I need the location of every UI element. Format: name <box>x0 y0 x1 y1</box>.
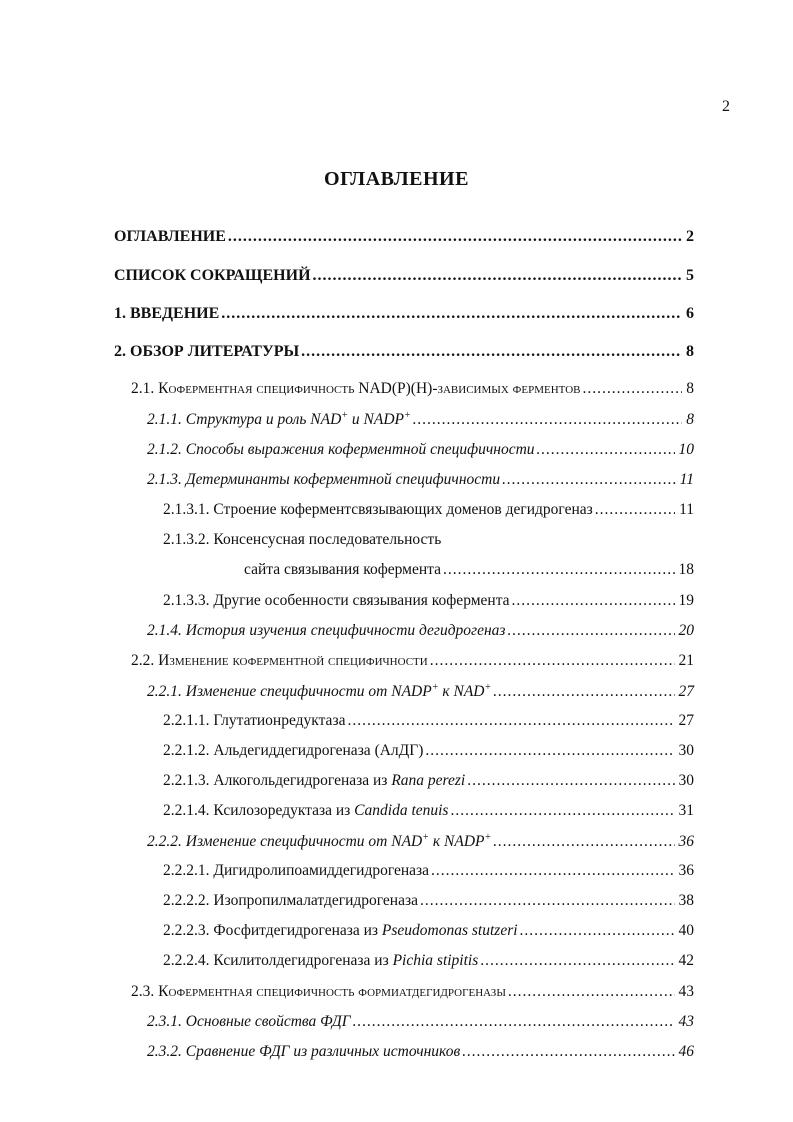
toc-entry-label: 2.3.2. Сравнение ФДГ из различных источников <box>147 1043 461 1060</box>
toc-entry-label: 2.3. Коферментная специфичность формиатдегидрогеназы <box>131 983 506 1000</box>
toc-entry[interactable] <box>114 267 694 285</box>
toc-entry[interactable] <box>131 380 694 398</box>
toc-entry-page: 8 <box>686 411 694 429</box>
toc-entry[interactable] <box>163 892 694 910</box>
toc-entry-page: 8 <box>686 343 694 360</box>
toc-entry-label: 2.2.2. Изменение специфичности от NAD+ к NADP+ <box>147 832 492 851</box>
dot-leader <box>420 892 675 910</box>
toc-entry-page: 27 <box>678 712 694 729</box>
toc-entry[interactable] <box>163 772 694 790</box>
dot-leader <box>502 471 676 489</box>
dot-leader <box>221 305 682 323</box>
dot-leader <box>493 833 674 851</box>
toc-entry[interactable] <box>114 343 694 361</box>
dot-leader <box>430 652 675 670</box>
dot-leader <box>520 922 675 940</box>
toc-entry-label: 2.2.2.4. Ксилитолдегидрогеназа из Pichia stipitis <box>163 952 479 969</box>
dot-leader <box>462 1043 674 1061</box>
species-name: Candida tenuis <box>354 802 449 819</box>
toc-entry[interactable] <box>147 832 694 851</box>
toc-entry-label: 2.3.1. Основные свойства ФДГ <box>147 1013 351 1030</box>
toc-entry-label: сайта связывания кофермента <box>244 561 441 578</box>
dot-leader <box>443 561 675 579</box>
dot-leader <box>537 441 675 459</box>
dot-leader <box>508 983 675 1001</box>
dot-leader <box>431 862 674 880</box>
toc-entry-label: СПИСОК СОКРАЩЕНИЙ <box>114 267 311 284</box>
toc-entry-page: 18 <box>678 561 694 578</box>
toc-entry-page: 11 <box>679 471 694 488</box>
toc-entry-page: 30 <box>678 772 694 789</box>
toc-entry-page: 21 <box>678 652 694 669</box>
toc-entry-page: 43 <box>678 1013 694 1030</box>
toc-entry-label: 2.1.4. История изучения специфичности дегидрогеназ <box>147 622 506 639</box>
dot-leader <box>425 742 674 760</box>
dot-leader <box>413 411 683 429</box>
toc-entry-label: 2. ОБЗОР ЛИТЕРАТУРЫ <box>114 343 300 360</box>
toc-entry-label: 2.1. Коферментная специфичность NAD(P)(H)-зависимых ферментов <box>131 380 581 397</box>
toc-entry-label: 1. ВВЕДЕНИЕ <box>114 305 220 322</box>
toc-entry-page: 38 <box>678 892 694 909</box>
toc-entry[interactable] <box>163 742 694 760</box>
toc-entry-label: 2.2. Изменение коферментной специфичности <box>131 652 428 669</box>
toc-entry-page: 6 <box>686 305 694 322</box>
toc-entry[interactable] <box>114 305 694 323</box>
toc-entry[interactable] <box>244 561 694 579</box>
dot-leader <box>347 712 674 730</box>
toc-entry-label: 2.1.3.3. Другие особенности связывания кофермента <box>163 592 510 609</box>
toc-entry[interactable] <box>163 922 694 940</box>
toc-entry-page: 31 <box>678 802 694 819</box>
toc-entry-label: 2.1.2. Способы выражения коферментной специфичности <box>147 441 535 458</box>
toc-entry-page: 43 <box>678 983 694 1000</box>
dot-leader <box>301 343 682 361</box>
toc-entry-label-line1: 2.1.3.2. Консенсусная последовательность <box>163 531 442 548</box>
toc-entry[interactable] <box>163 952 694 970</box>
toc-entry-label: 2.2.2.2. Изопропилмалатдегидрогеназа <box>163 892 418 909</box>
dot-leader <box>583 380 683 398</box>
toc-entry[interactable] <box>163 712 694 730</box>
toc-entry-label: ОГЛАВЛЕНИЕ <box>114 228 226 245</box>
toc-entry[interactable] <box>163 862 694 880</box>
toc-entry[interactable] <box>163 592 694 610</box>
toc-entry-label: 2.2.1.2. Альдегиддегидрогеназа (АлДГ) <box>163 742 424 759</box>
dot-leader <box>450 802 674 820</box>
toc-entry-page: 19 <box>678 592 694 609</box>
toc-entry-label: 2.1.3. Детерминанты коферментной специфичности <box>147 471 501 488</box>
dot-leader <box>512 592 675 610</box>
dot-leader <box>228 228 682 246</box>
toc-entry[interactable] <box>163 802 694 820</box>
toc-entry-page: 27 <box>678 683 694 701</box>
toc-entry[interactable] <box>147 441 694 459</box>
toc-entry-page: 20 <box>678 622 694 639</box>
toc-entry-page: 2 <box>686 228 694 245</box>
toc-entry[interactable] <box>147 622 694 640</box>
toc-entry-page: 10 <box>678 441 694 458</box>
toc-entry-page: 5 <box>686 267 694 284</box>
dot-leader <box>353 1013 675 1031</box>
toc-entry[interactable] <box>147 682 694 701</box>
toc-entry-label: 2.2.1.4. Ксилозоредуктаза из Candida tenuis <box>163 802 449 819</box>
toc-entry-page: 42 <box>678 952 694 969</box>
toc-entry-label: 2.2.1.3. Алкогольдегидрогеназа из Rana perezi <box>163 772 466 789</box>
page-number: 2 <box>722 98 730 115</box>
toc-entry-page: 40 <box>678 922 694 939</box>
toc-entry[interactable] <box>147 1013 694 1031</box>
toc-entry-page: 11 <box>679 501 694 518</box>
toc-entry[interactable] <box>163 501 694 519</box>
dot-leader <box>313 267 682 285</box>
toc-entry-label: 2.2.2.1. Дигидролипоамиддегидрогеназа <box>163 862 430 879</box>
toc-entry-page: 8 <box>686 380 694 397</box>
toc-entry[interactable] <box>147 471 694 489</box>
toc-entry[interactable] <box>147 1043 694 1061</box>
dot-leader <box>493 683 674 701</box>
toc-entry[interactable] <box>131 983 694 1001</box>
dot-leader <box>480 952 674 970</box>
toc-entry-page: 36 <box>678 862 694 879</box>
dot-leader <box>467 772 674 790</box>
toc-entry[interactable] <box>114 228 694 246</box>
toc-entry-label: 2.2.2.3. Фосфитдегидрогеназа из Pseudomonas stutzeri <box>163 922 518 939</box>
toc-entry-page: 36 <box>678 833 694 851</box>
toc-entry-page: 30 <box>678 742 694 759</box>
toc-entry-label: 2.1.1. Структура и роль NAD+ и NADP+ <box>147 410 411 429</box>
toc-entry-label: 2.2.1.1. Глутатионредуктаза <box>163 712 346 729</box>
toc-entry-page: 46 <box>678 1043 694 1060</box>
page-title: ОГЛАВЛЕНИЕ <box>324 168 469 190</box>
species-name: Rana perezi <box>391 772 466 789</box>
toc-entry-label: 2.2.1. Изменение специфичности от NADP+ к NAD+ <box>147 682 492 701</box>
species-name: Pseudomonas stutzeri <box>381 922 518 939</box>
toc-entry[interactable] <box>147 410 694 429</box>
species-name: Pichia stipitis <box>392 952 479 969</box>
toc-entry-label: 2.1.3.1. Строение коферментсвязывающих доменов дегидрогеназ <box>163 501 593 518</box>
toc-entry[interactable] <box>131 652 694 670</box>
dot-leader <box>595 501 675 519</box>
dot-leader <box>507 622 674 640</box>
